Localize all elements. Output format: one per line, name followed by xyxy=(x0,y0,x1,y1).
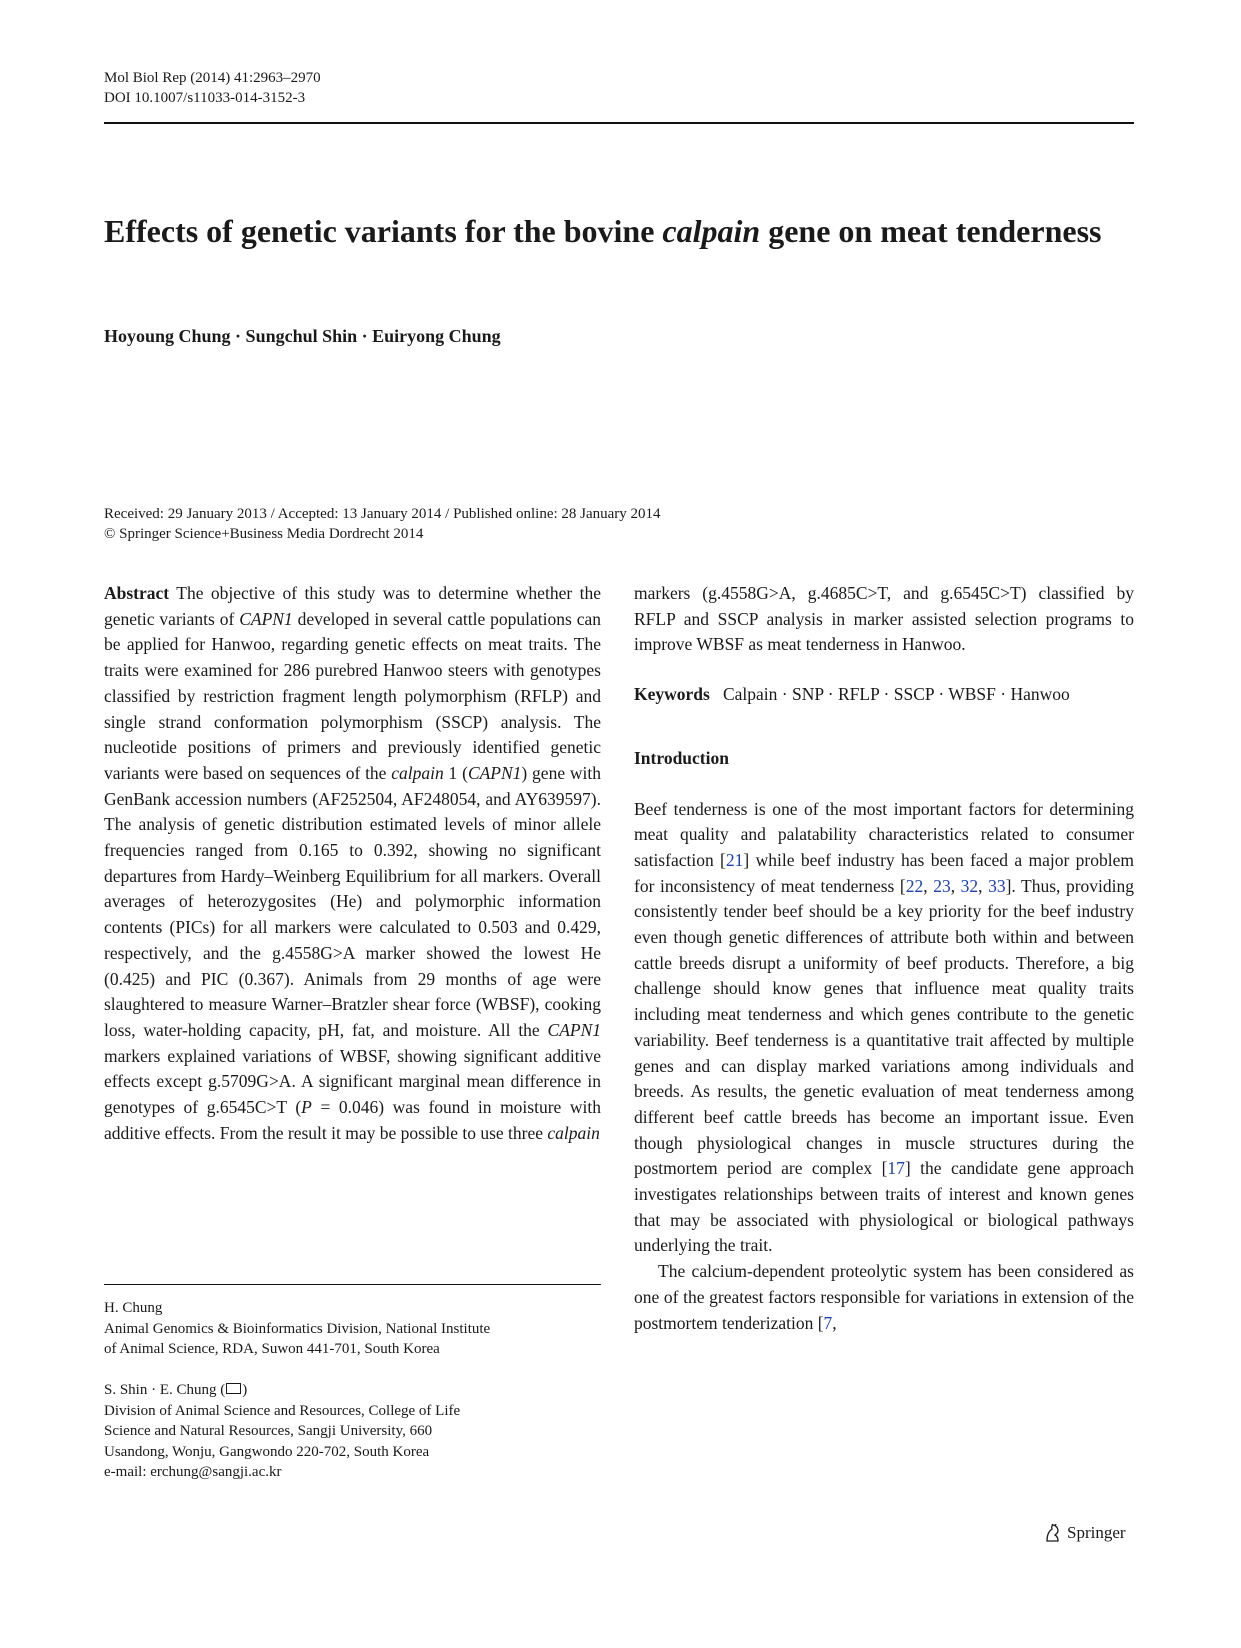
keywords-list: Calpain · SNP · RFLP · SSCP · WBSF · Hanwoo xyxy=(722,684,1070,705)
affiliation-author: S. Shin · E. Chung ( ) xyxy=(104,1382,248,1398)
header-rule xyxy=(104,122,1134,124)
intro-paragraph-2: The calcium-dependent proteolytic system has been considered as one of the greatest factors responsible for variations in extension of the postmortem tenderization [7, xyxy=(634,1261,1134,1333)
citation-link[interactable]: 23 xyxy=(933,875,951,896)
affiliation-1 xyxy=(104,1298,601,1360)
affiliation-line: Animal Genomics & Bioinformatics Division, National Institute xyxy=(104,1320,491,1337)
keywords xyxy=(634,682,1134,708)
affiliation-rule xyxy=(104,1284,601,1285)
history-dates: Received: 29 January 2013 / Accepted: 13 January 2014 / Published online: 28 January 2014 xyxy=(104,506,661,522)
citation-link[interactable]: 21 xyxy=(725,849,744,870)
envelope-icon xyxy=(226,1383,241,1394)
citation-link[interactable]: 17 xyxy=(887,1158,905,1179)
copyright: © Springer Science+Business Media Dordrecht 2014 xyxy=(104,526,424,542)
citation-link[interactable]: 33 xyxy=(988,875,1006,896)
intro-paragraph-1: Beef tenderness is one of the most important factors for determining meat quality and palatability characteristics related to consumer satisfaction [21] while beef industry has been faced a major problem for inconsistency of meat tenderness [22, 23, 32, 33]. Thus, providing consistently tender beef should be a key priority for the beef industry even though genetic differences of attribute both within and between cattle breeds disrupt a uniformity of beef products. Therefore, a big challenge should know genes that influence meat quality traits including meat tenderness and which genes contribute to the genetic variability. Beef tenderness is a quantitative trait affected by multiple genes and can display marked variations among individuals and breeds. As results, the genetic evaluation of meat tenderness among different beef cattle breeds has become an important issue. Even though physiological changes in muscle structures during the postmortem period are complex [17] the candidate gene approach investigates relationships between traits of interest and known genes that may be associated with physiological or biological pathways underlying the trait. xyxy=(634,798,1134,1256)
article-dates xyxy=(104,504,661,544)
author-list: Hoyoung Chung · Sungchul Shin · Euiryong Chung xyxy=(104,326,501,346)
abstract-column xyxy=(104,581,601,1146)
affiliation-line: of Animal Science, RDA, Suwon 441-701, South Korea xyxy=(104,1341,440,1357)
affiliation-2 xyxy=(104,1380,601,1483)
affiliation-line: Usandong, Wonju, Gangwondo 220-702, South Korea xyxy=(104,1443,430,1460)
affiliation-author: H. Chung xyxy=(104,1300,163,1316)
introduction-heading: Introduction xyxy=(634,747,729,768)
affiliation-line: Science and Natural Resources, Sangji University, 660 xyxy=(104,1423,433,1439)
citation-link[interactable]: 7 xyxy=(823,1312,833,1333)
abstract-heading: Abstract xyxy=(104,583,170,603)
citation-link[interactable]: 22 xyxy=(905,875,924,896)
abstract-continued: markers (g.4558G>A, g.4685C>T, and g.6545C>T) classified by RFLP and SSCP analysis in marker assisted selection programs to improve WBSF as meat tenderness in Hanwoo. xyxy=(634,583,1134,655)
citation-link[interactable]: 32 xyxy=(960,875,979,896)
affiliation-line: Division of Animal Science and Resources, College of Life xyxy=(104,1402,461,1419)
email-link[interactable]: e-mail: erchung@sangji.ac.kr xyxy=(104,1464,282,1480)
publisher-logo xyxy=(1043,1523,1126,1543)
article-title: Effects of genetic variants for the bovine calpain gene on meat tenderness xyxy=(104,213,1102,249)
publisher-name: Springer xyxy=(1067,1523,1126,1542)
right-column xyxy=(634,581,1134,1336)
abstract-text: Abstract The objective of this study was to determine whether the genetic variants of CAPN1 developed in several cattle populations can be applied for Hanwoo, regarding genetic effects on meat traits. The traits were examined for 286 purebred Hanwoo steers with genotypes classified by restriction fragment length polymorphism (RFLP) and single strand conformation polymorphism (SSCP) analysis. The nucleotide positions of primers and previously identified genetic variants were based on sequences of the calpain 1 (CAPN1) gene with GenBank accession numbers (AF252504, AF248054, and AY639597). The analysis of genetic distribution estimated levels of minor allele frequencies ranged from 0.165 to 0.392, showing no significant departures from Hardy–Weinberg Equilibrium for all markers. Overall averages of heterozygosites (He) and polymorphic information contents (PICs) for all markers were calculated to 0.503 and 0.429, respectively, and the g.4558G>A marker showed the lowest He (0.425) and PIC (0.367). Animals from 29 months of age were slaughtered to measure Warner–Bratzler shear force (WBSF), cooking loss, water-holding capacity, pH, fat, and moisture. All the CAPN1 markers explained variations of WBSF, showing significant additive effects except g.5709G>A. A significant marginal mean difference in genotypes of g.6545C>T (P = 0.046) was found in moisture with additive effects. From the result it may be possible to use three calpain xyxy=(104,583,601,1143)
doi: DOI 10.1007/s11033-014-3152-3 xyxy=(104,90,306,106)
journal-header xyxy=(104,68,321,108)
springer-horse-icon xyxy=(1043,1523,1063,1543)
journal-citation: Mol Biol Rep (2014) 41:2963–2970 xyxy=(104,70,321,86)
keywords-label: Keywords xyxy=(634,684,710,705)
